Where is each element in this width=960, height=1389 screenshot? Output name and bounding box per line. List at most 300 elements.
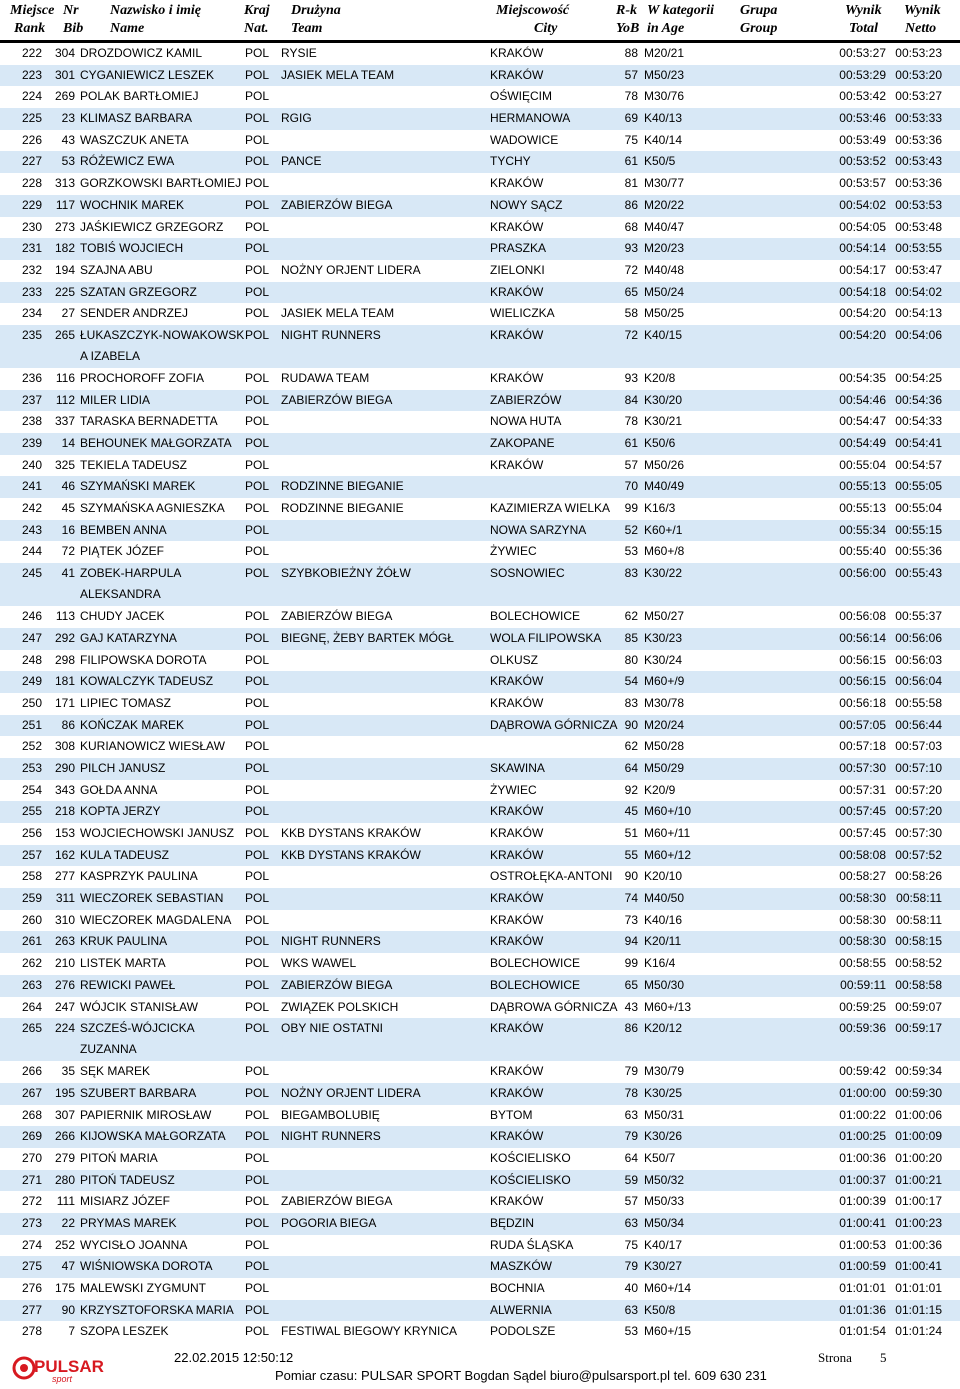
rank-cell: 258 [21, 869, 42, 884]
nat-cell: POL [245, 436, 270, 450]
category-cell: K40/16 [644, 912, 683, 927]
netto-time-cell: 00:59:30 [895, 1085, 942, 1100]
city-cell: PRASZKA [490, 241, 547, 256]
name-cell: SZYMAŃSKI MAREK [80, 479, 196, 494]
bib-cell: 279 [54, 1150, 75, 1165]
total-time-cell: 00:59:36 [839, 1021, 886, 1036]
total-time-cell: 01:00:36 [839, 1150, 886, 1165]
total-time-cell: 00:58:30 [839, 934, 886, 949]
team-cell: KKB DYSTANS KRAKÓW [281, 826, 421, 840]
nat-cell: POL [245, 1172, 270, 1187]
netto-time-cell: 00:56:44 [895, 717, 942, 732]
team-cell: KKB DYSTANS KRAKÓW [281, 847, 421, 862]
netto-time-cell: 00:53:20 [895, 67, 942, 82]
total-time-cell: 00:53:29 [839, 67, 886, 82]
table-row [0, 1083, 960, 1105]
netto-time-cell: 00:58:11 [896, 912, 942, 927]
table-row [0, 888, 960, 910]
team-cell: BIEGAMBOLUBIĘ [281, 1107, 380, 1122]
netto-time-cell: 00:55:58 [895, 695, 942, 710]
bib-cell: 72 [61, 544, 75, 559]
name-cell: SĘK MAREK [80, 1064, 151, 1079]
bib-cell: 273 [54, 219, 75, 234]
rank-cell: 231 [21, 241, 42, 256]
total-time-cell: 01:00:39 [839, 1194, 886, 1209]
table-row [0, 671, 960, 693]
header-group-en: Group [740, 21, 778, 36]
header-cat-pl: W kategorii [647, 3, 715, 18]
category-cell: K30/24 [644, 652, 683, 667]
category-cell: M50/25 [644, 306, 685, 321]
team-cell: POGORIA BIEGA [281, 1216, 377, 1230]
city-cell: NOWA SARZYNA [490, 522, 587, 537]
team-cell: ZABIERZÓW BIEGA [281, 392, 393, 407]
city-cell: ZABIERZÓW [490, 392, 562, 407]
yob-cell: 53 [624, 544, 638, 559]
nat-cell: POL [245, 847, 270, 862]
city-cell: KRAKÓW [490, 1021, 544, 1036]
table-row [0, 628, 960, 650]
category-cell: M40/48 [644, 262, 685, 277]
rank-cell: 259 [21, 891, 42, 906]
rank-cell: 235 [21, 327, 42, 342]
name-cell: WIŚNIOWSKA DOROTA [80, 1259, 213, 1274]
page-label: Strona [818, 1350, 852, 1365]
city-cell: KRAKÓW [490, 934, 544, 949]
yob-cell: 61 [624, 154, 638, 169]
category-cell: K16/3 [644, 501, 676, 516]
team-cell: ZABIERZÓW BIEGA [281, 977, 393, 992]
city-cell: KRAKÓW [490, 457, 544, 472]
nat-cell: POL [245, 1237, 270, 1252]
table-row [0, 43, 960, 65]
header-rank-pl: Miejsce [10, 3, 55, 18]
yob-cell: 75 [624, 132, 638, 147]
rank-cell: 238 [21, 414, 42, 429]
yob-cell: 68 [624, 219, 638, 234]
nat-cell: POL [245, 956, 270, 971]
table-row [0, 1061, 960, 1083]
yob-cell: 78 [624, 1085, 638, 1100]
team-cell: RODZINNE BIEGANIE [281, 479, 404, 494]
netto-time-cell: 01:00:09 [895, 1129, 942, 1144]
netto-time-cell: 00:53:48 [895, 219, 942, 234]
nat-cell: POL [245, 501, 270, 516]
category-cell: M30/76 [644, 89, 685, 104]
team-cell: ZABIERZÓW BIEGA [281, 609, 393, 624]
total-time-cell: 00:56:00 [839, 566, 886, 581]
netto-time-cell: 00:55:15 [895, 522, 942, 537]
yob-cell: 79 [624, 1259, 638, 1274]
yob-cell: 54 [624, 674, 638, 689]
total-time-cell: 00:55:13 [839, 479, 886, 494]
category-cell: K60+/1 [644, 522, 683, 537]
name-cell: WYCISŁO JOANNA [80, 1237, 188, 1252]
total-time-cell: 01:00:37 [839, 1172, 886, 1187]
table-row [0, 455, 960, 477]
rank-cell: 229 [21, 197, 42, 212]
table-row [0, 1321, 960, 1343]
bib-cell: 266 [54, 1129, 75, 1144]
name-cell: JAŚKIEWICZ GRZEGORZ [80, 219, 224, 234]
yob-cell: 63 [624, 1216, 638, 1230]
city-cell: BĘDZIN [490, 1216, 535, 1230]
page-footer [0, 1348, 960, 1389]
name-cell-continued: ALEKSANDRA [80, 587, 161, 602]
table-row [0, 693, 960, 715]
nat-cell: POL [245, 804, 270, 819]
total-time-cell: 00:57:18 [839, 739, 886, 754]
total-time-cell: 00:55:04 [839, 457, 886, 472]
rank-cell: 236 [21, 370, 42, 385]
city-cell: WADOWICE [490, 132, 559, 147]
bib-cell: 181 [54, 674, 75, 689]
name-cell: WIECZOREK MAGDALENA [80, 912, 232, 927]
rank-cell: 278 [21, 1324, 42, 1339]
city-cell: ZIELONKI [490, 262, 545, 277]
total-time-cell: 01:00:59 [839, 1259, 886, 1274]
name-cell: MISIARZ JÓZEF [80, 1194, 170, 1209]
yob-cell: 57 [624, 457, 638, 472]
table-row [0, 1213, 960, 1235]
name-cell: GORZKOWSKI BARTŁOMIEJ [80, 176, 242, 191]
name-cell-continued: A IZABELA [80, 348, 141, 363]
city-cell: DĄBROWA GÓRNICZA [490, 999, 618, 1014]
city-cell: KRAKÓW [490, 67, 544, 82]
team-cell: ZWIĄZEK POLSKICH [281, 999, 399, 1014]
rank-cell: 224 [21, 89, 42, 104]
category-cell: M50/33 [644, 1194, 685, 1209]
bib-cell: 35 [61, 1064, 75, 1079]
yob-cell: 83 [624, 566, 638, 581]
name-cell: KOŃCZAK MAREK [80, 717, 185, 732]
total-time-cell: 01:00:00 [839, 1085, 886, 1100]
name-cell: SZCZEŚ-WÓJCICKA [80, 1021, 195, 1036]
netto-time-cell: 00:56:03 [895, 652, 942, 667]
table-row [0, 931, 960, 953]
category-cell: M60+/15 [644, 1324, 692, 1339]
yob-cell: 75 [624, 1237, 638, 1252]
table-row [0, 433, 960, 455]
nat-cell: POL [245, 717, 270, 732]
yob-cell: 79 [624, 1129, 638, 1144]
header-netto-pl: Wynik [904, 3, 941, 18]
name-cell: WASZCZUK ANETA [80, 132, 189, 147]
total-time-cell: 00:53:42 [839, 89, 886, 104]
netto-time-cell: 00:58:58 [895, 977, 942, 992]
rank-cell: 247 [21, 630, 42, 645]
print-datetime: 22.02.2015 12:50:12 [174, 1350, 294, 1365]
total-time-cell: 00:53:46 [839, 111, 886, 126]
name-cell: WOCHNIK MAREK [80, 197, 185, 212]
category-cell: K20/10 [644, 869, 683, 884]
category-cell: M60+/10 [644, 804, 692, 819]
rank-cell: 268 [21, 1107, 42, 1122]
total-time-cell: 00:55:13 [839, 501, 886, 516]
city-cell: WIELICZKA [490, 306, 555, 321]
netto-time-cell: 01:00:36 [895, 1237, 942, 1252]
table-row [0, 736, 960, 758]
yob-cell: 99 [624, 501, 638, 516]
table-row [0, 1191, 960, 1213]
bib-cell: 210 [54, 956, 75, 971]
yob-cell: 62 [624, 739, 638, 754]
city-cell: KRAKÓW [490, 826, 544, 840]
rank-cell: 244 [21, 544, 42, 559]
city-cell: OSTROŁĘKA-ANTONI [490, 869, 613, 884]
total-time-cell: 00:53:27 [839, 46, 886, 60]
table-row [0, 780, 960, 802]
header-cat-en: in Age [647, 21, 685, 36]
rank-cell: 256 [21, 826, 42, 840]
netto-time-cell: 00:54:57 [895, 457, 942, 472]
bib-cell: 45 [61, 501, 75, 516]
bib-cell: 53 [61, 154, 75, 169]
name-cell: KOPTA JERZY [80, 804, 161, 819]
bib-cell: 41 [61, 566, 75, 581]
table-row [0, 260, 960, 282]
team-cell: NIGHT RUNNERS [281, 327, 381, 342]
logo-dot-icon [20, 1364, 28, 1372]
name-cell: SZOPA LESZEK [80, 1324, 169, 1339]
category-cell: K40/14 [644, 132, 683, 147]
yob-cell: 59 [624, 1172, 638, 1187]
name-cell: KULA TADEUSZ [80, 847, 169, 862]
nat-cell: POL [245, 1302, 270, 1317]
yob-cell: 43 [624, 999, 638, 1014]
bib-cell: 247 [54, 999, 75, 1014]
name-cell: MALEWSKI ZYGMUNT [80, 1281, 207, 1296]
nat-cell: POL [245, 1216, 270, 1230]
name-cell: KRUK PAULINA [80, 934, 168, 949]
category-cell: K30/22 [644, 566, 683, 581]
rank-cell: 249 [21, 674, 42, 689]
category-cell: K50/8 [644, 1302, 676, 1317]
city-cell: OŚWIĘCIM [490, 89, 552, 104]
city-cell: KRAKÓW [490, 891, 544, 906]
total-time-cell: 00:56:08 [839, 609, 886, 624]
table-row [0, 498, 960, 520]
header-bib-en: Bib [63, 21, 84, 36]
header-name-en: Name [110, 21, 145, 36]
header-team-en: Team [291, 21, 323, 36]
name-cell: ZOBEK-HARPULA [80, 566, 182, 581]
netto-time-cell: 00:53:43 [895, 154, 942, 169]
name-cell: TOBIŚ WOJCIECH [80, 241, 184, 256]
logo-text: PULSAR [34, 1357, 104, 1376]
table-row [0, 1018, 960, 1061]
yob-cell: 81 [624, 176, 638, 191]
rank-cell: 277 [21, 1302, 42, 1317]
table-row [0, 520, 960, 542]
category-cell: K30/21 [644, 414, 683, 429]
rank-cell: 243 [21, 522, 42, 537]
nat-cell: POL [245, 522, 270, 537]
netto-time-cell: 00:54:02 [895, 284, 942, 299]
nat-cell: POL [245, 241, 270, 256]
yob-cell: 65 [624, 977, 638, 992]
name-cell: PROCHOROFF ZOFIA [80, 370, 204, 385]
yob-cell: 70 [624, 479, 638, 494]
table-row [0, 151, 960, 173]
nat-cell: POL [245, 674, 270, 689]
bib-cell: 171 [54, 695, 75, 710]
table-row [0, 130, 960, 152]
team-cell: NIGHT RUNNERS [281, 934, 381, 949]
netto-time-cell: 00:55:04 [895, 501, 942, 516]
city-cell: KRAKÓW [490, 284, 544, 299]
total-time-cell: 00:53:52 [839, 154, 886, 169]
yob-cell: 64 [624, 1150, 638, 1165]
bib-cell: 7 [68, 1324, 75, 1339]
page-number: 5 [880, 1350, 887, 1365]
rank-cell: 240 [21, 457, 42, 472]
city-cell: KRAKÓW [490, 695, 544, 710]
header-group-pl: Grupa [740, 3, 778, 18]
name-cell: TEKIELA TADEUSZ [80, 457, 187, 472]
name-cell: KIJOWSKA MAŁGORZATA [80, 1129, 226, 1144]
netto-time-cell: 00:54:41 [895, 436, 942, 450]
rank-cell: 257 [21, 847, 42, 862]
total-time-cell: 00:57:31 [839, 782, 886, 797]
name-cell: GAJ KATARZYNA [80, 630, 177, 645]
netto-time-cell: 00:53:36 [895, 132, 942, 147]
city-cell: BYTOM [490, 1107, 533, 1122]
city-cell: ALWERNIA [490, 1302, 552, 1317]
bib-cell: 292 [54, 630, 75, 645]
header-name-pl: Nazwisko i imię [110, 3, 202, 18]
rank-cell: 222 [21, 46, 42, 60]
category-cell: K20/12 [644, 1021, 683, 1036]
team-cell: ZABIERZÓW BIEGA [281, 197, 393, 212]
category-cell: M50/26 [644, 457, 685, 472]
bib-cell: 116 [55, 370, 75, 385]
rank-cell: 242 [21, 501, 42, 516]
team-cell: RUDAWA TEAM [281, 370, 370, 385]
netto-time-cell: 00:53:55 [895, 241, 942, 256]
city-cell: SOSNOWIEC [490, 566, 565, 581]
table-row [0, 866, 960, 888]
city-cell: OLKUSZ [490, 652, 539, 667]
bib-cell: 308 [54, 739, 75, 754]
netto-time-cell: 00:55:43 [895, 566, 942, 581]
netto-time-cell: 00:53:33 [895, 111, 942, 126]
city-cell: KOŚCIELISKO [490, 1172, 571, 1187]
rank-cell: 274 [21, 1237, 42, 1252]
bib-cell: 153 [54, 826, 75, 840]
total-time-cell: 00:54:47 [839, 414, 886, 429]
nat-cell: POL [245, 392, 270, 407]
rank-cell: 232 [21, 262, 42, 277]
nat-cell: POL [245, 1259, 270, 1274]
category-cell: M60+/11 [644, 826, 691, 840]
table-row [0, 303, 960, 325]
netto-time-cell: 00:58:52 [895, 956, 942, 971]
total-time-cell: 00:58:27 [839, 869, 886, 884]
table-row [0, 715, 960, 737]
netto-time-cell: 01:00:06 [895, 1107, 942, 1122]
table-row [0, 953, 960, 975]
total-time-cell: 00:56:18 [839, 695, 886, 710]
name-cell: LISTEK MARTA [80, 956, 166, 971]
bib-cell: 310 [54, 912, 75, 927]
rank-cell: 264 [21, 999, 42, 1014]
yob-cell: 84 [624, 392, 638, 407]
total-time-cell: 00:54:18 [839, 284, 886, 299]
bib-cell: 298 [54, 652, 75, 667]
nat-cell: POL [245, 609, 270, 624]
yob-cell: 57 [624, 67, 638, 82]
netto-time-cell: 01:00:41 [895, 1259, 942, 1274]
category-cell: M40/50 [644, 891, 685, 906]
category-cell: K20/11 [644, 934, 682, 949]
name-cell: KOWALCZYK TADEUSZ [80, 674, 214, 689]
table-row [0, 1256, 960, 1278]
bib-cell: 113 [55, 609, 75, 624]
total-time-cell: 01:01:54 [839, 1324, 886, 1339]
yob-cell: 45 [624, 804, 638, 819]
rank-cell: 263 [21, 977, 42, 992]
table-row [0, 108, 960, 130]
category-cell: K50/6 [644, 436, 676, 450]
name-cell: GOŁDA ANNA [80, 782, 158, 797]
bib-cell: 182 [54, 241, 75, 256]
total-time-cell: 01:00:22 [839, 1107, 886, 1122]
netto-time-cell: 00:58:26 [895, 869, 942, 884]
header-netto-en: Netto [905, 21, 937, 36]
yob-cell: 55 [624, 847, 638, 862]
rank-cell: 251 [21, 717, 42, 732]
category-cell: M60+/13 [644, 999, 692, 1014]
nat-cell: POL [245, 999, 270, 1014]
name-cell: WÓJCIK STANISŁAW [80, 999, 199, 1014]
bib-cell: 263 [54, 934, 75, 949]
header-city-en: City [534, 21, 558, 36]
bib-cell: 311 [55, 891, 75, 906]
nat-cell: POL [245, 912, 270, 927]
timing-credit: Pomiar czasu: PULSAR SPORT Bogdan Sądel biuro@pulsarsport.pl tel. 609 630 231 [275, 1368, 767, 1383]
table-row [0, 390, 960, 412]
bib-cell: 325 [54, 457, 75, 472]
table-row [0, 476, 960, 498]
netto-time-cell: 00:53:53 [895, 197, 942, 212]
yob-cell: 58 [624, 306, 638, 321]
category-cell: M50/31 [644, 1107, 685, 1122]
bib-cell: 218 [54, 804, 75, 819]
netto-time-cell: 00:57:03 [895, 739, 942, 754]
name-cell: PITOŃ TADEUSZ [80, 1172, 175, 1187]
name-cell: KRZYSZTOFORSKA MARIA [80, 1302, 234, 1317]
city-cell: BOLECHOWICE [490, 609, 581, 624]
yob-cell: 86 [624, 197, 638, 212]
table-row [0, 1105, 960, 1127]
yob-cell: 78 [624, 414, 638, 429]
total-time-cell: 00:57:45 [839, 826, 886, 840]
city-cell: BOLECHOWICE [490, 977, 581, 992]
name-cell: RÓŻEWICZ EWA [80, 154, 175, 169]
header-yob-pl: R-k [616, 3, 637, 18]
category-cell: K30/23 [644, 630, 683, 645]
rank-cell: 245 [21, 566, 42, 581]
table-row [0, 368, 960, 390]
rank-cell: 262 [21, 956, 42, 971]
team-cell: PANCE [281, 154, 322, 169]
yob-cell: 64 [624, 760, 638, 775]
bib-cell: 16 [61, 522, 75, 537]
city-cell: KRAKÓW [490, 1064, 544, 1079]
city-cell: KRAKÓW [490, 1129, 544, 1144]
name-cell: TARASKA BERNADETTA [80, 414, 218, 429]
